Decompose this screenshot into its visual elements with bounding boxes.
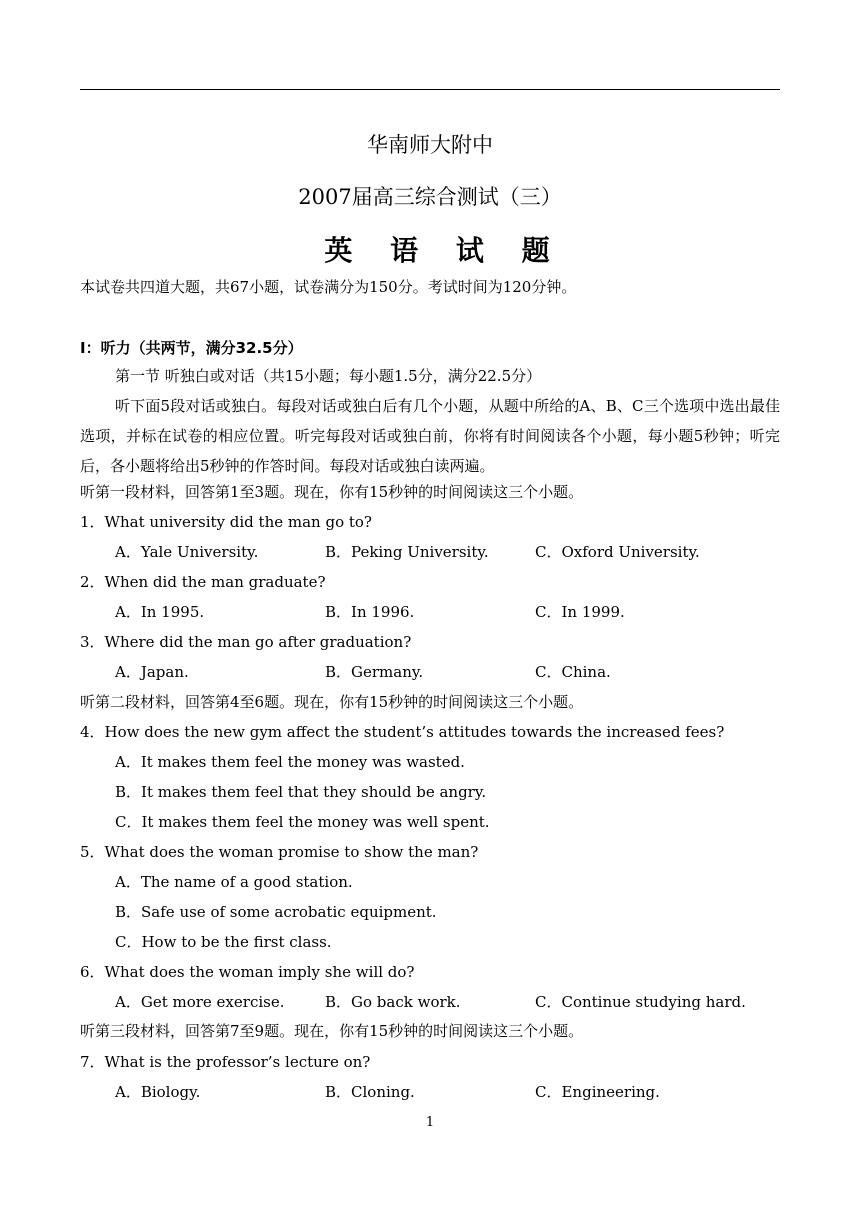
q3-option-c: C．China.	[535, 663, 611, 681]
header-rule	[80, 89, 780, 90]
question-5: 5．What does the woman promise to show the man?	[80, 843, 479, 861]
material-1-note: 听第一段材料，回答第1至3题。现在，你有15秒钟的时间阅读这三个小题。	[80, 483, 584, 501]
question-4: 4．How does the new gym affect the student’s attitudes towards the increased fees?	[80, 723, 725, 741]
exam-title: 2007届高三综合测试（三）	[298, 185, 562, 209]
q3-option-b: B．Germany.	[325, 663, 424, 681]
q6-option-c: C．Continue studying hard.	[535, 993, 746, 1011]
exam-intro: 本试卷共四道大题，共67小题，试卷满分为150分。考试时间为120分钟。	[80, 278, 577, 296]
q5-option-c: C．How to be the first class.	[115, 933, 332, 951]
question-6: 6．What does the woman imply she will do?	[80, 963, 415, 981]
q5-option-b: B．Safe use of some acrobatic equipment.	[115, 903, 437, 921]
q2-option-a: A．In 1995.	[115, 603, 205, 621]
q1-option-a: A．Yale University.	[115, 543, 259, 561]
q2-option-b: B．In 1996.	[325, 603, 415, 621]
q4-option-b: B．It makes them feel that they should be angry.	[115, 783, 487, 801]
instructions-paragraph: 听下面5段对话或独白。每段对话或独白后有几个小题，从题中所给的A、B、C三个选项中选出最佳选项，并标在试卷的相应位置。听完每段对话或独白前，你将有时间阅读各个小题，每小题5秒钟；听完后，各小题将给出5秒钟的作答时间。每段对话或独白读两遍。	[80, 397, 780, 475]
q6-option-b: B．Go back work.	[325, 993, 461, 1011]
q1-option-c: C．Oxford University.	[535, 543, 700, 561]
page-number: 1	[425, 1115, 435, 1130]
q4-option-a: A．It makes them feel the money was wasted.	[115, 753, 465, 771]
question-1: 1．What university did the man go to?	[80, 513, 372, 531]
q3-option-a: A．Japan.	[115, 663, 189, 681]
school-name: 华南师大附中	[367, 133, 493, 157]
part-title: 第一节 听独白或对话（共15小题；每小题1.5分，满分22.5分）	[115, 367, 542, 385]
question-3: 3．Where did the man go after graduation?	[80, 633, 412, 651]
q6-option-a: A．Get more exercise.	[115, 993, 285, 1011]
material-2-note: 听第二段材料，回答第4至6题。现在，你有15秒钟的时间阅读这三个小题。	[80, 693, 584, 711]
subject-title: 英 语 试 题	[324, 234, 564, 267]
section-title: Ⅰ：听力（共两节，满分32.5分）	[80, 339, 303, 357]
q7-option-c: C．Engineering.	[535, 1083, 660, 1101]
question-7: 7．What is the professor’s lecture on?	[80, 1053, 371, 1071]
q7-option-a: A．Biology.	[115, 1083, 201, 1101]
q4-option-c: C．It makes them feel the money was well spent.	[115, 813, 490, 831]
question-2: 2．When did the man graduate?	[80, 573, 326, 591]
q2-option-c: C．In 1999.	[535, 603, 625, 621]
q1-option-b: B．Peking University.	[325, 543, 489, 561]
q5-option-a: A．The name of a good station.	[115, 873, 353, 891]
material-3-note: 听第三段材料，回答第7至9题。现在，你有15秒钟的时间阅读这三个小题。	[80, 1022, 584, 1040]
q7-option-b: B．Cloning.	[325, 1083, 415, 1101]
